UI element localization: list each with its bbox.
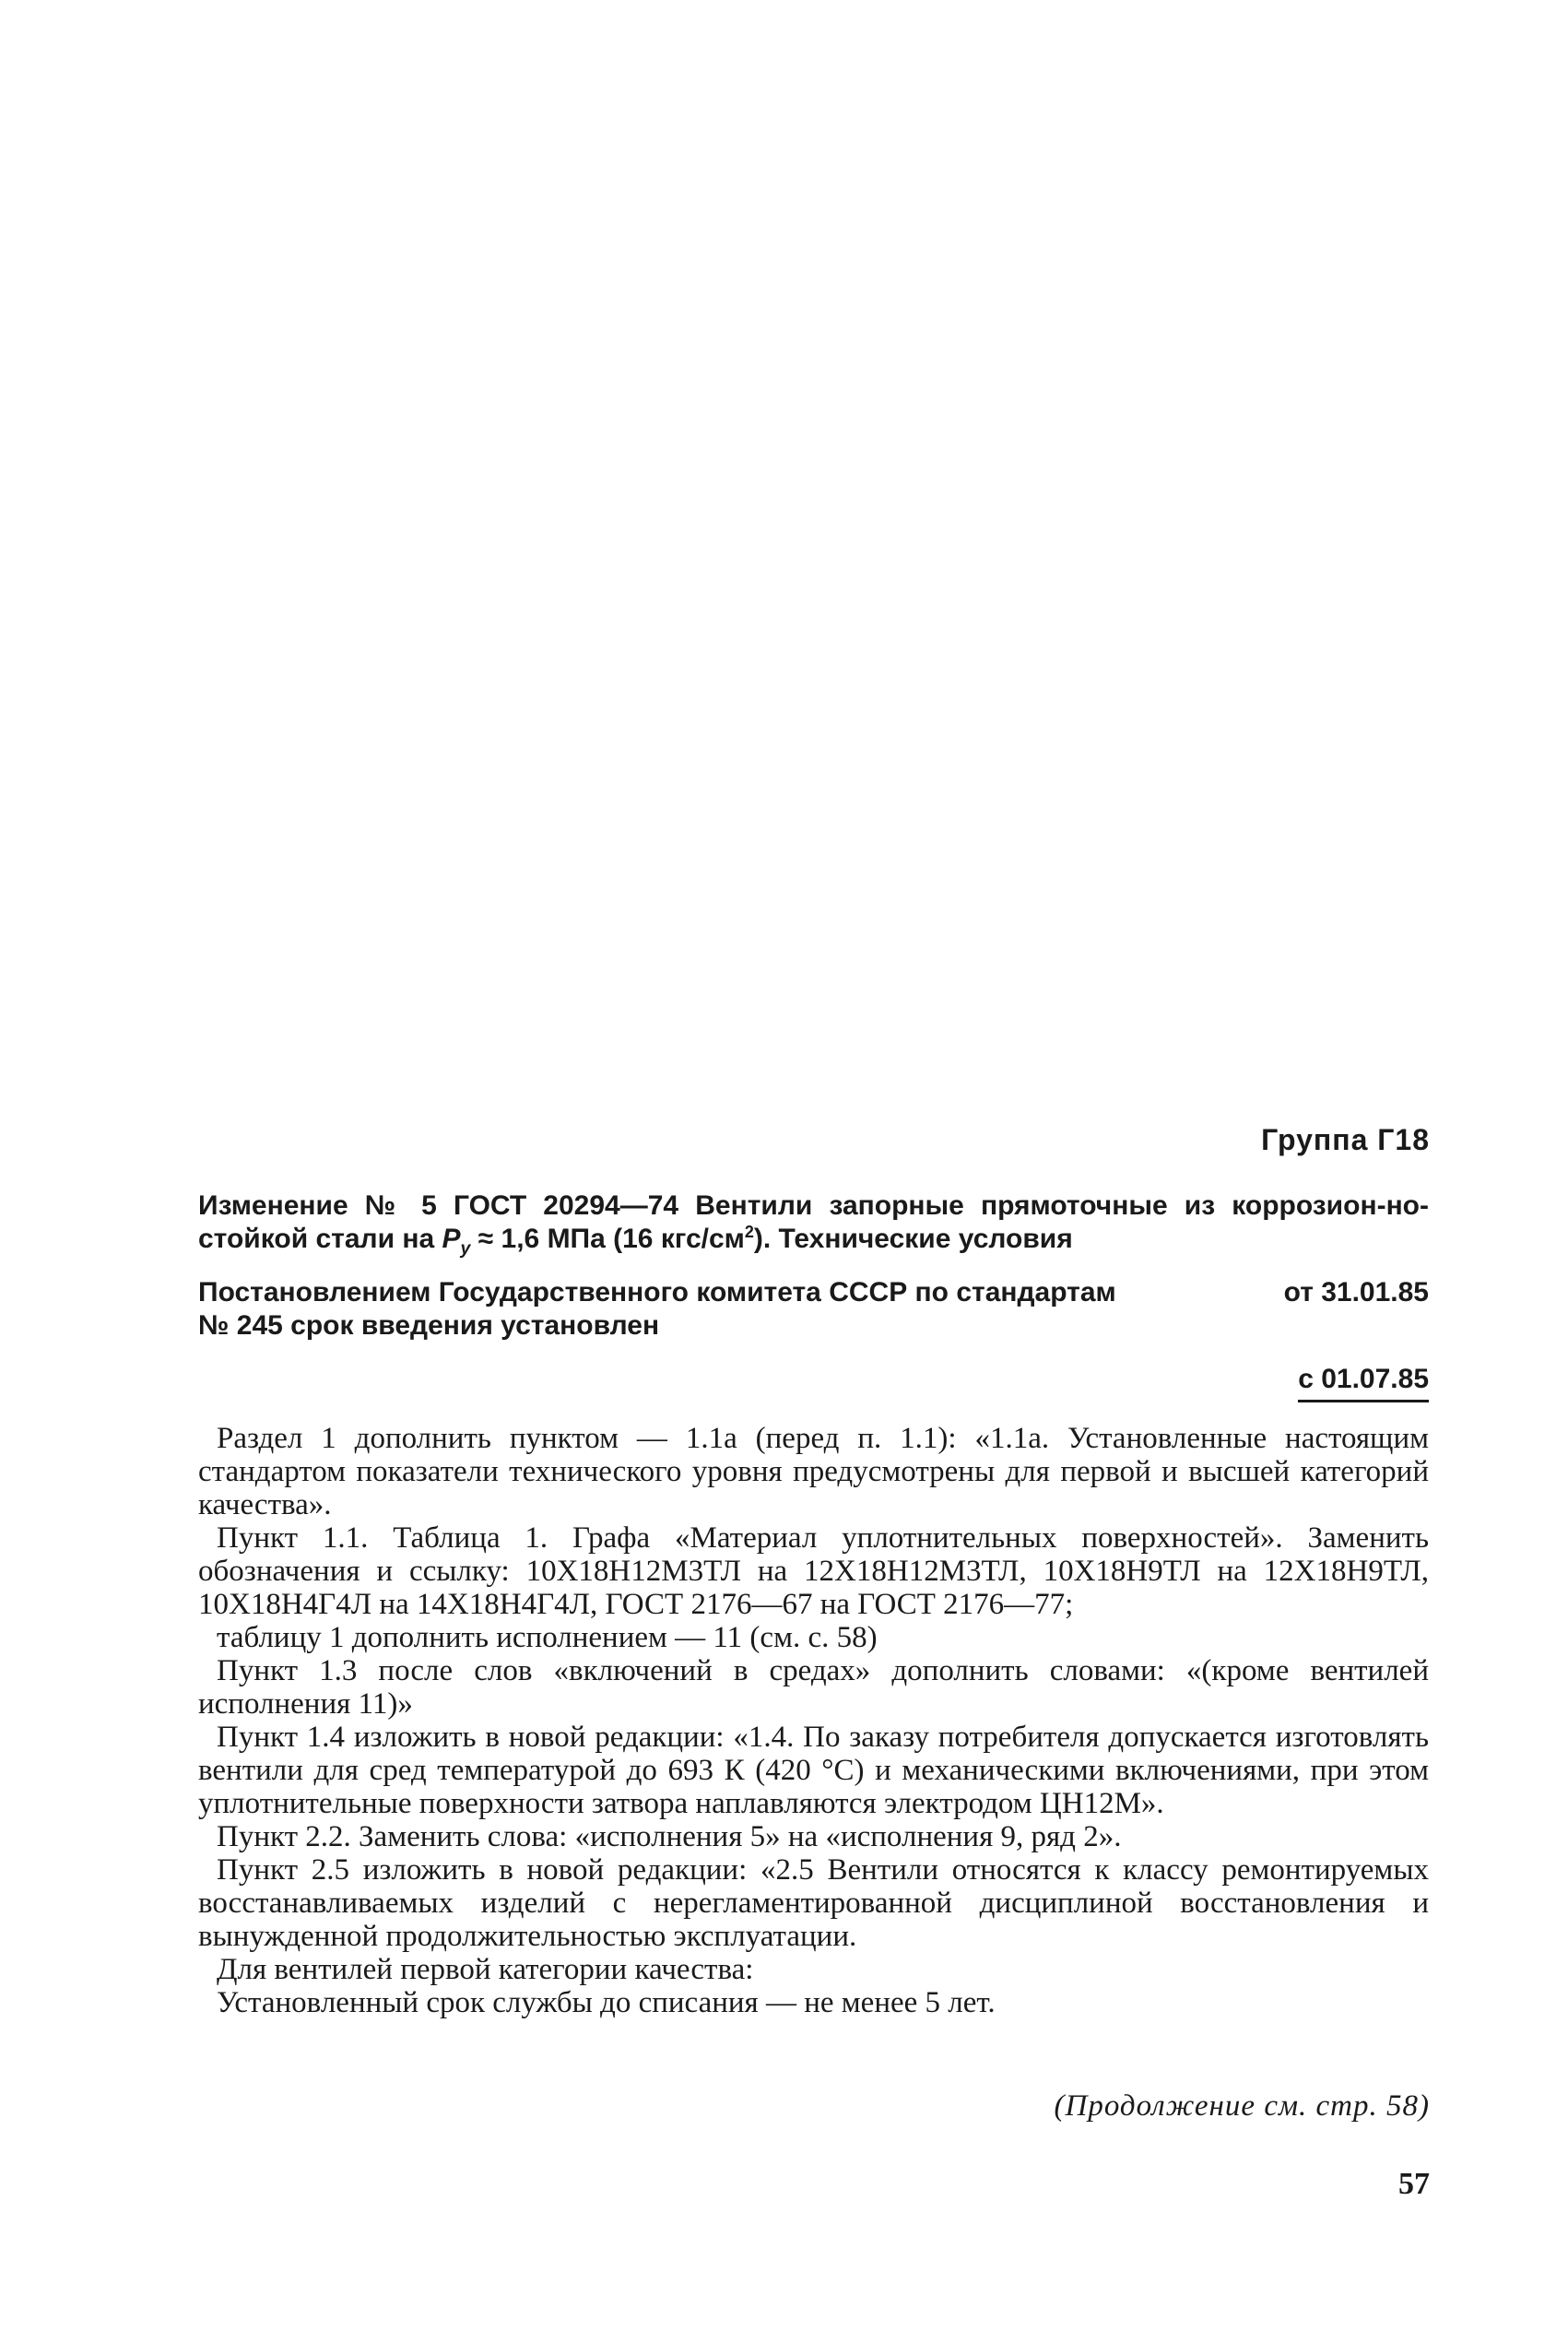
effective-date-text: с 01.07.85 <box>1298 1363 1429 1402</box>
paragraph-quality-category: Для вентилей первой категории качества: <box>217 1953 754 1986</box>
amendment-body <box>198 1422 1429 2019</box>
title-text: Изменение № 5 ГОСТ 20294—74 Вентили запорные прямоточные из коррозион-но-стойкой стали на <box>198 1190 1429 1254</box>
effective-date <box>198 1363 1429 1402</box>
continuation-note: (Продолжение см. стр. 58) <box>1054 2089 1430 2123</box>
decree-number: № 245 срок введения установлен <box>198 1310 660 1341</box>
title-superscript: 2 <box>744 1223 754 1241</box>
title-pressure-value: ≈ 1,6 МПа (16 кгс/см <box>470 1224 745 1254</box>
paragraph-service-life: Установленный срок службы до списания — не менее 5 лет. <box>217 1986 996 2019</box>
paragraph-item-2-2: Пункт 2.2. Заменить слова: «исполнения 5» на «исполнения 9, ряд 2». <box>217 1820 1122 1853</box>
pressure-symbol: P <box>442 1224 461 1254</box>
decree-text: Постановлением Государственного комитета СССР по стандартам <box>198 1277 1116 1307</box>
paragraph-item-1-3: Пункт 1.3 после слов «включений в средах» дополнить словами: «(кроме вентилей исполнения 11)» <box>198 1654 1429 1721</box>
title-end: ). Технические условия <box>753 1224 1073 1254</box>
pressure-subscript: у <box>460 1238 471 1259</box>
paragraph-table-1: таблицу 1 дополнить исполнением — 11 (см. с. 58) <box>217 1621 878 1654</box>
paragraph-section-1: Раздел 1 дополнить пунктом — 1.1а (перед п. 1.1): «1.1а. Установленные настоящим стандартом показатели технического уровня предусмотрены для первой и высшей категорий качества». <box>198 1422 1429 1521</box>
decree-date: от 31.01.85 <box>1283 1277 1429 1307</box>
decree-block <box>198 1276 1429 1402</box>
paragraph-item-1-1: Пункт 1.1. Таблица 1. Графа «Материал уплотнительных поверхностей». Заменить обозначения и ссылку: 10Х18Н12М3ТЛ на 12Х18Н12М3ТЛ, 10Х18Н9ТЛ на 12Х18Н9ТЛ, 10Х18Н4Г4Л на 14Х18Н4Г4Л, ГОСТ 2176—67 на ГОСТ 2176—77; <box>198 1521 1429 1621</box>
amendment-header <box>198 1189 1429 1402</box>
page-number: 57 <box>1398 2167 1430 2201</box>
amendment-title <box>198 1189 1429 1259</box>
paragraph-item-2-5: Пункт 2.5 изложить в новой редакции: «2.5 Вентили относятся к классу ремонтируемых восстанавливаемых изделий с нерегламентированной дисциплиной восстановления и вынужденной продолжительностью эксплуатации. <box>198 1853 1429 1953</box>
classification-group: Группа Г18 <box>1261 1123 1430 1156</box>
paragraph-item-1-4: Пункт 1.4 изложить в новой редакции: «1.4. По заказу потребителя допускается изготовлять вентили для сред температурой до 693 К (420 °С) и механическими включениями, при этом уплотнительные поверхности затвора наплавляются электродом ЦН12М». <box>198 1721 1429 1820</box>
